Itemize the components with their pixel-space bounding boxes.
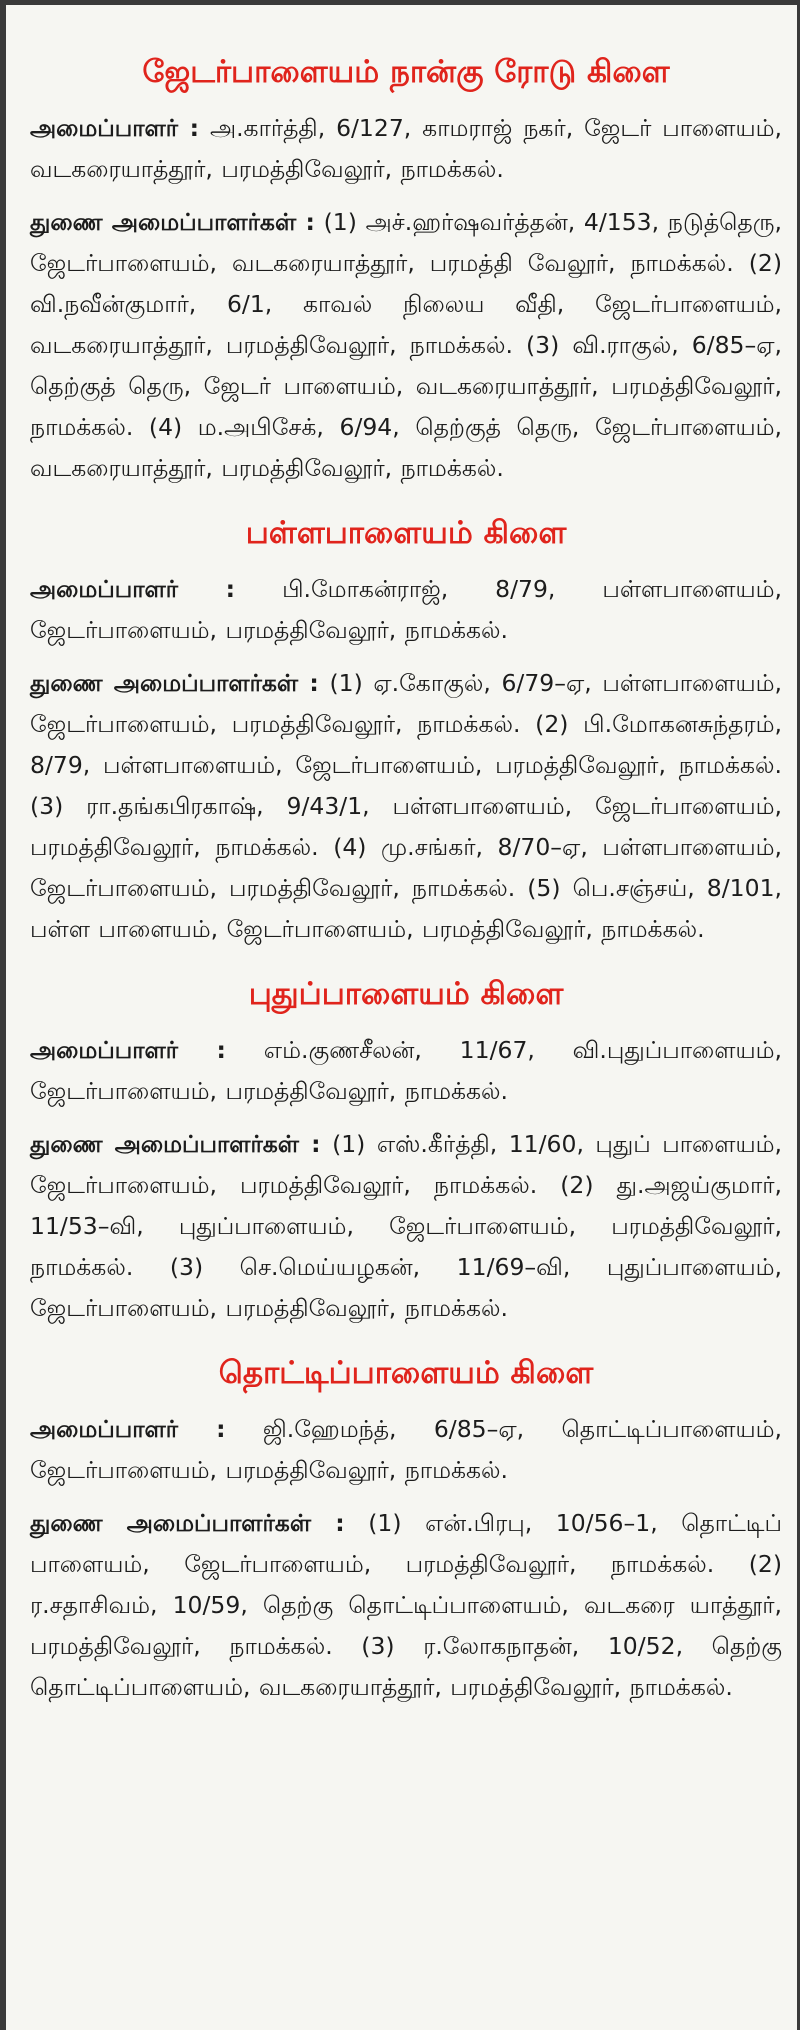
deputy-label: துணை அமைப்பாளர்கள் : [30, 669, 319, 697]
deputy-paragraph [30, 1124, 782, 1329]
deputy-label: துணை அமைப்பாளர்கள் : [30, 208, 315, 236]
branch-heading: புதுப்பாளையம் கிளை [248, 976, 564, 1012]
organizer-paragraph [30, 108, 782, 190]
organizer-label: அமைப்பாளர் : [30, 1415, 226, 1443]
deputy-text: (1) ஏ.கோகுல், 6/79–ஏ, பள்ளபாளையம், ஜேடர்பாளையம், பரமத்திவேலூர், நாமக்கல். (2) பி.மோகனசுந்தரம், 8/79, பள்ளபாளையம், ஜேடர்பாளையம், பரமத்திவேலூர், நாமக்கல். (3) ரா.தங்கபிரகாஷ், 9/43/1, பள்ளபாளையம், ஜேடர்பாளையம், பரமத்திவேலூர், நாமக்கல். (4) மு.சங்கர், 8/70–ஏ, பள்ளபாளையம், ஜேடர்பாளையம், பரமத்திவேலூர், நாமக்கல். (5) பெ.சஞ்சய், 8/101, பள்ள பாளையம், ஜேடர்பாளையம், பரமத்திவேலூர், நாமக்கல். [30, 669, 782, 943]
deputy-text: (1) அச்.ஹர்ஷவர்த்தன், 4/153, நடுத்தெரு, ஜேடர்பாளையம், வடகரையாத்தூர், பரமத்தி வேலூர், நாமக்கல். (2) வி.நவீன்குமார், 6/1, காவல் நிலைய வீதி, ஜேடர்பாளையம், வடகரையாத்தூர், பரமத்திவேலூர், நாமக்கல். (3) வி.ராகுல், 6/85–ஏ, தெற்குத் தெரு, ஜேடர் பாளையம், வடகரையாத்தூர், பரமத்திவேலூர், நாமக்கல். (4) ம.அபிசேக், 6/94, தெற்குத் தெரு, ஜேடர்பாளையம், வடகரையாத்தூர், பரமத்திவேலூர், நாமக்கல். [30, 208, 782, 482]
organizer-paragraph [30, 569, 782, 651]
organizer-text: அ.கார்த்தி, 6/127, காமராஜ் நகர், ஜேடர் பாளையம், வடகரையாத்தூர், பரமத்திவேலூர், நாமக்கல். [30, 114, 782, 183]
organizer-label: அமைப்பாளர் : [30, 1036, 226, 1064]
branch-section-pallapalayam [30, 511, 782, 950]
branch-section-jedarpalayam [30, 50, 782, 489]
organizer-text: ஜி.ஹேமந்த், 6/85–ஏ, தொட்டிப்பாளையம், ஜேடர்பாளையம், பரமத்திவேலூர், நாமக்கல். [30, 1415, 782, 1484]
branch-heading: ஜேடர்பாளையம் நான்கு ரோடு கிளை [142, 54, 670, 90]
article-column [30, 50, 782, 1730]
deputy-paragraph [30, 202, 782, 489]
organizer-label: அமைப்பாளர் : [30, 114, 200, 142]
branch-heading: பள்ளபாளையம் கிளை [245, 515, 567, 551]
organizer-text: எம்.குணசீலன், 11/67, வி.புதுப்பாளையம், ஜேடர்பாளையம், பரமத்திவேலூர், நாமக்கல். [30, 1036, 782, 1105]
deputy-paragraph [30, 663, 782, 950]
deputy-paragraph [30, 1503, 782, 1708]
branch-heading: தொட்டிப்பாளையம் கிளை [218, 1355, 594, 1391]
organizer-label: அமைப்பாளர் : [30, 575, 236, 603]
deputy-label: துணை அமைப்பாளர்கள் : [30, 1130, 321, 1158]
branch-section-thottipalayam [30, 1351, 782, 1708]
frame-left-border [0, 0, 6, 2030]
deputy-label: துணை அமைப்பாளர்கள் : [30, 1509, 345, 1537]
organizer-paragraph [30, 1409, 782, 1491]
organizer-text: பி.மோகன்ராஜ், 8/79, பள்ளபாளையம், ஜேடர்பாளையம், பரமத்திவேலூர், நாமக்கல். [30, 575, 782, 644]
frame-top-border [0, 0, 800, 5]
branch-section-pudhupalayam [30, 972, 782, 1329]
deputy-text: (1) எஸ்.கீர்த்தி, 11/60, புதுப் பாளையம், ஜேடர்பாளையம், பரமத்திவேலூர், நாமக்கல். (2) து.அஜய்குமார், 11/53–வி, புதுப்பாளையம், ஜேடர்பாளையம், பரமத்திவேலூர், நாமக்கல். (3) செ.மெய்யழகன், 11/69–வி, புதுப்பாளையம், ஜேடர்பாளையம், பரமத்திவேலூர், நாமக்கல். [30, 1130, 782, 1322]
deputy-text: (1) என்.பிரபு, 10/56–1, தொட்டிப் பாளையம், ஜேடர்பாளையம், பரமத்திவேலூர், நாமக்கல். (2) ர.சதாசிவம், 10/59, தெற்கு தொட்டிப்பாளையம், வடகரை யாத்தூர், பரமத்திவேலூர், நாமக்கல். (3) ர.லோகநாதன், 10/52, தெற்கு தொட்டிப்பாளையம், வடகரையாத்தூர், பரமத்திவேலூர், நாமக்கல். [30, 1509, 782, 1701]
organizer-paragraph [30, 1030, 782, 1112]
